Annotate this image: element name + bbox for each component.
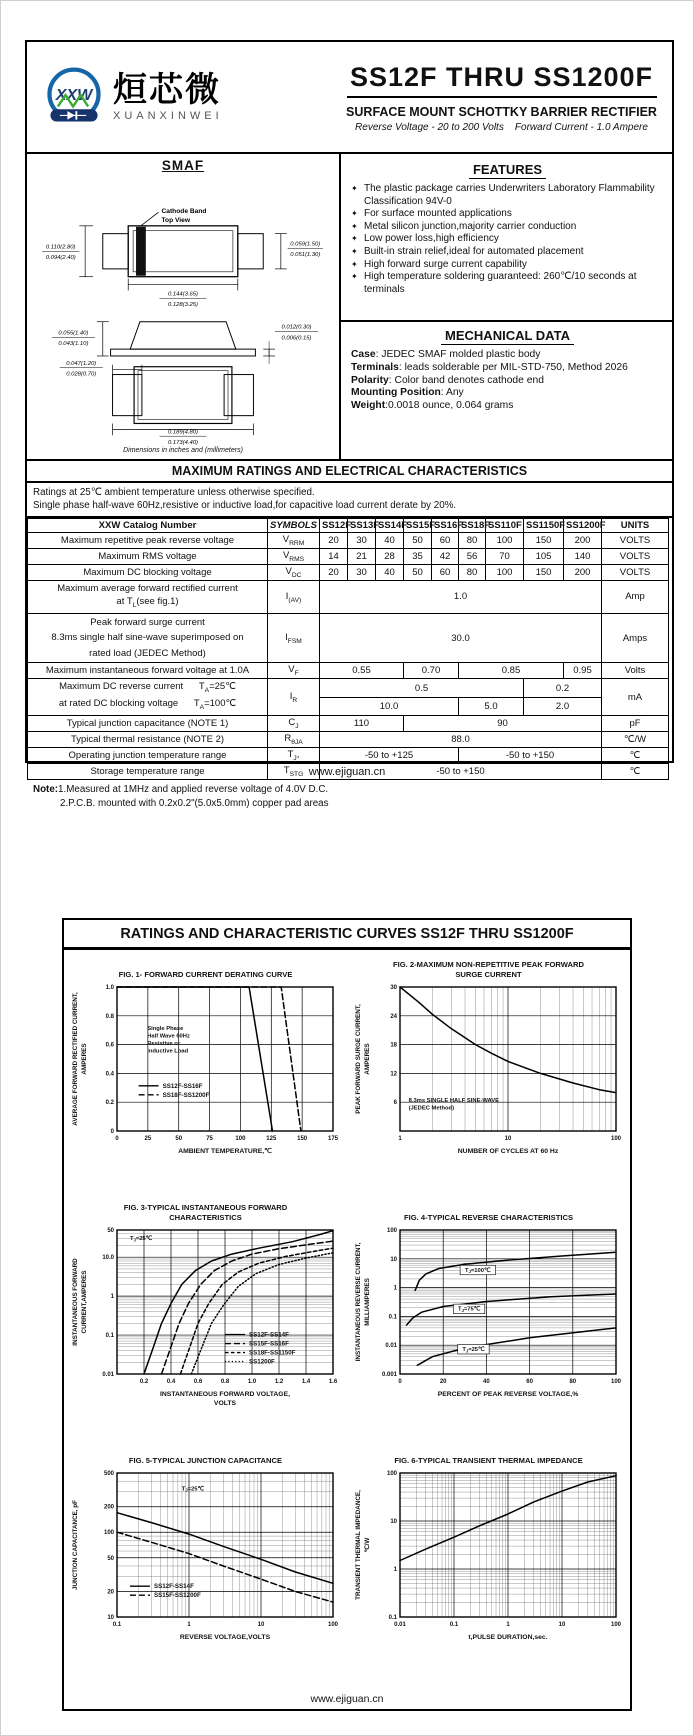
chart-canvas <box>350 1224 628 1420</box>
mechanical-row: Mounting Position: Any <box>351 387 464 399</box>
value-cell: 100 <box>486 533 524 549</box>
dim-f-bottom: 0.028(0.70) <box>66 371 97 378</box>
dim-b-bottom: 0.051(1.30) <box>290 252 321 259</box>
svg-text:24: 24 <box>389 1013 397 1020</box>
svg-text:CURRENT,AMPERES: CURRENT,AMPERES <box>80 1270 88 1334</box>
svg-text:0.6: 0.6 <box>193 1379 202 1385</box>
svg-text:1: 1 <box>393 1567 397 1573</box>
chart-canvas <box>350 981 628 1177</box>
brand-name-cn: 烜芯微 <box>113 71 221 109</box>
mechanical-row: Polarity: Color band denotes cathode end <box>351 374 544 386</box>
value-cell: 140 <box>564 549 602 565</box>
svg-text:0.1: 0.1 <box>112 1622 121 1628</box>
svg-text:0.001: 0.001 <box>381 1372 397 1378</box>
brand-name-en: XUANXINWEI <box>113 110 223 122</box>
figure-2 <box>347 958 630 1201</box>
svg-text:TJ​=25℃: $T_J=25℃$ <box>129 1236 152 1243</box>
dim-g-bottom: 0.173(4.40) <box>168 440 198 445</box>
value-cell: 21 <box>348 549 376 565</box>
value-cell: 30 <box>348 533 376 549</box>
svg-text:SS18F-SS1150F: SS18F-SS1150F <box>248 1349 295 1357</box>
svg-text:PEAK FORWARD SURGE CURRENT,: PEAK FORWARD SURGE CURRENT, <box>354 1004 362 1114</box>
figure-title: FIG. 3-TYPICAL INSTANTANEOUS FORWARD CHARACTERISTICS <box>123 1203 288 1222</box>
feature-item: ✦ The plastic package carries Underwriters Laboratory Flammability Classification 94V-0 <box>351 183 655 207</box>
svg-text:0: 0 <box>114 1136 119 1142</box>
unit-cell: ℃ <box>602 748 669 764</box>
svg-text:SS15F-SS1200F: SS15F-SS1200F <box>153 1592 201 1600</box>
svg-text:(JEDEC Method): (JEDEC Method) <box>408 1105 454 1112</box>
unit-cell: Amps <box>602 613 669 663</box>
value-cell: 30.0 <box>320 613 602 663</box>
table-row <box>28 732 669 748</box>
svg-text:SS15F-SS16F: SS15F-SS16F <box>248 1340 289 1348</box>
parameter-label: Maximum repetitive peak reverse voltage <box>28 533 268 549</box>
svg-text:100: 100 <box>386 1228 397 1234</box>
website-link: www.ejiguan.cn <box>308 766 386 778</box>
value-cell: 80 <box>459 533 486 549</box>
svg-text:0.1: 0.1 <box>449 1622 458 1628</box>
brand-names <box>113 72 223 122</box>
svg-text:1.2: 1.2 <box>274 1379 283 1385</box>
table-row <box>28 716 669 732</box>
dim-e-top: 0.012(0.30) <box>281 324 312 331</box>
package-name: SMAF <box>161 158 205 173</box>
value-cell: 50 <box>404 565 432 581</box>
svg-text:10.0: 10.0 <box>101 1255 114 1262</box>
value-cell: 40 <box>376 533 404 549</box>
parameter-label: Maximum DC reverse current $T_A=25℃$ at rated DC blocking voltage $T_A=100℃$ <box>28 679 268 716</box>
svg-text:0.1: 0.1 <box>388 1314 397 1321</box>
svg-text:MILLIAMPERES: MILLIAMPERES <box>363 1278 371 1326</box>
ratings-condition-line: Ratings at 25℃ ambient temperature unless otherwise specified. <box>33 487 315 498</box>
svg-text:10: 10 <box>558 1622 565 1628</box>
svg-text:AMBIENT TEMPERATURE,℃: AMBIENT TEMPERATURE,℃ <box>177 1148 272 1155</box>
dim-e-bottom: 0.006(0.15) <box>281 335 312 342</box>
parameter-label: Typical thermal resistance (NOTE 2) <box>28 732 268 748</box>
value-cell: 20 <box>320 533 348 549</box>
bullet-icon: ✦ <box>351 209 358 219</box>
value-cell: 0.2 <box>524 679 602 697</box>
features-list <box>351 183 664 296</box>
figure-title: FIG. 6-TYPICAL TRANSIENT THERMAL IMPEDANCE <box>394 1455 583 1465</box>
svg-text:SS12F-SS16F: SS12F-SS16F <box>162 1082 203 1090</box>
symbol-cell: $I_R$ <box>268 679 320 716</box>
svg-text:75: 75 <box>205 1136 213 1142</box>
note-line: Note:1.Measured at 1MHz and applied reverse voltage of 4.0V D.C. <box>33 784 329 796</box>
ratings-conditions <box>27 483 672 518</box>
svg-text:1: 1 <box>110 1294 114 1301</box>
svg-text:175: 175 <box>327 1136 338 1142</box>
part-number-header: SS15F <box>404 519 432 533</box>
svg-text:150: 150 <box>296 1136 307 1142</box>
svg-text:8.3ms SINGLE HALF SINE-WAVE: 8.3ms SINGLE HALF SINE-WAVE <box>408 1098 499 1105</box>
figure-title: FIG. 4-TYPICAL REVERSE CHARACTERISTICS <box>403 1212 574 1222</box>
figure-3 <box>64 1201 347 1444</box>
svg-text:10: 10 <box>106 1615 114 1621</box>
value-cell: 50 <box>404 533 432 549</box>
part-number-header: SS1200F <box>564 519 602 533</box>
value-cell: 0.85 <box>459 663 564 679</box>
svg-text:Single Phase: Single Phase <box>146 1026 183 1033</box>
parameter-label: Maximum instantaneous forward voltage at 1.0A <box>28 663 268 679</box>
svg-text:0.8: 0.8 <box>220 1379 229 1385</box>
value-cell: 20 <box>320 565 348 581</box>
value-cell: 60 <box>432 565 459 581</box>
value-cell: 40 <box>376 565 404 581</box>
value-cell: 56 <box>459 549 486 565</box>
dim-f-top: 0.047(1.20) <box>66 360 97 367</box>
series-TJ=100C <box>415 1252 616 1290</box>
svg-text:0.01: 0.01 <box>384 1343 397 1350</box>
table-header-row <box>28 519 669 533</box>
bullet-icon: ✦ <box>351 259 358 269</box>
svg-text:30: 30 <box>389 985 397 991</box>
svg-text:10: 10 <box>389 1256 397 1263</box>
feature-item: ✦ For surface mounted applications <box>351 208 512 220</box>
value-cell: 10.0 <box>320 697 459 715</box>
part-number-header: SS1150F <box>524 519 564 533</box>
svg-text:100: 100 <box>610 1379 621 1385</box>
doc-tagline: Reverse Voltage - 20 to 200 Volts Forward Current - 1.0 Ampere <box>355 121 648 133</box>
svg-text:60: 60 <box>525 1379 533 1385</box>
mid-section <box>27 154 672 461</box>
symbol-cell: $V_{DC}$ <box>268 565 320 581</box>
table-row <box>28 679 669 697</box>
svg-text:VOLTS: VOLTS <box>213 1400 236 1407</box>
page2-frame <box>62 918 632 1711</box>
value-cell: 28 <box>376 549 404 565</box>
value-cell: 0.5 <box>320 679 524 697</box>
svg-text:0.2: 0.2 <box>139 1379 148 1385</box>
svg-text:100: 100 <box>103 1530 114 1537</box>
figure-title: FIG. 5-TYPICAL JUNCTION CAPACITANCE <box>128 1455 283 1465</box>
value-cell: 200 <box>564 565 602 581</box>
svg-text:100: 100 <box>234 1136 245 1142</box>
mechanical-row: Case: JEDEC SMAF molded plastic body <box>351 349 541 360</box>
bullet-icon: ✦ <box>351 221 358 231</box>
table-row <box>28 663 669 679</box>
bullet-icon: ✦ <box>351 234 358 244</box>
table-row <box>28 549 669 565</box>
symbols-header: SYMBOLS <box>268 519 320 533</box>
dim-g-top: 0.189(4.80) <box>168 429 198 436</box>
header <box>27 42 672 154</box>
features-section <box>341 154 672 322</box>
value-cell: 110 <box>320 716 404 732</box>
dim-c-bottom: 0.128(3.25) <box>168 302 198 309</box>
value-cell: 60 <box>432 533 459 549</box>
svg-text:Resistive or: Resistive or <box>146 1041 180 1048</box>
xxw-logo-icon <box>41 64 107 130</box>
dim-d-bottom: 0.043(1.10) <box>58 341 89 348</box>
svg-text:INSTANTANEOUS FORWARD VOLTAGE,: INSTANTANEOUS FORWARD VOLTAGE, <box>159 1391 290 1398</box>
ratings-table <box>27 518 669 780</box>
mechanical-heading: MECHANICAL DATA <box>351 328 664 343</box>
svg-text:TRANSIENT THERMAL IMPEDANCE,: TRANSIENT THERMAL IMPEDANCE, <box>354 1490 362 1600</box>
part-number-header: SS13F <box>348 519 376 533</box>
dim-a-bottom: 0.094(2.40) <box>45 255 76 262</box>
figure-6 <box>347 1444 630 1687</box>
unit-cell: pF <box>602 716 669 732</box>
chart-canvas <box>67 1467 345 1663</box>
svg-text:t,PULSE DURATION,sec.: t,PULSE DURATION,sec. <box>467 1634 548 1641</box>
dim-a-top: 0.110(2.80) <box>45 244 76 251</box>
value-cell: 30 <box>348 565 376 581</box>
chart-canvas <box>67 981 345 1177</box>
svg-text:1.0: 1.0 <box>247 1379 256 1385</box>
svg-text:SS12F-SS14F: SS12F-SS14F <box>248 1331 289 1339</box>
svg-text:50: 50 <box>106 1555 114 1562</box>
dim-c-top: 0.144(3.65) <box>168 291 198 298</box>
part-number-header: SS110F <box>486 519 524 533</box>
svg-text:1: 1 <box>397 1136 402 1142</box>
value-cell: 105 <box>524 549 564 565</box>
parameter-label: Operating junction temperature range <box>28 748 268 764</box>
value-cell: 0.70 <box>404 663 459 679</box>
svg-text:100: 100 <box>610 1622 621 1628</box>
figures-grid <box>64 950 630 1687</box>
svg-text:500: 500 <box>103 1471 114 1477</box>
svg-text:0: 0 <box>397 1379 402 1385</box>
dimensions-footnote: Dimensions in inches and (millimeters) <box>123 447 243 454</box>
svg-text:12: 12 <box>389 1071 397 1078</box>
package-outline-drawing <box>31 173 335 445</box>
svg-text:TJ​=75℃: $T_J=75℃$ <box>457 1306 480 1314</box>
ratings-heading: MAXIMUM RATINGS AND ELECTRICAL CHARACTERISTICS <box>27 461 672 483</box>
svg-text:20: 20 <box>106 1589 114 1596</box>
value-cell: 2.0 <box>524 697 602 715</box>
features-heading: FEATURES <box>351 162 664 177</box>
feature-item: ✦ High temperature soldering guaranteed: 260℃/10 seconds at terminals <box>351 271 637 295</box>
svg-text:INSTANTANEOUS REVERSE CURRENT,: INSTANTANEOUS REVERSE CURRENT, <box>354 1242 362 1362</box>
svg-text:1: 1 <box>393 1285 397 1292</box>
dim-b-top: 0.059(1.50) <box>290 241 321 248</box>
svg-text:SS18F-SS1200F: SS18F-SS1200F <box>162 1091 209 1099</box>
top-view-label: Top View <box>161 216 191 224</box>
series-SS18F-SS1200F <box>117 987 301 1131</box>
value-cell: 200 <box>564 533 602 549</box>
svg-text:0.4: 0.4 <box>105 1071 114 1078</box>
value-cell: 42 <box>432 549 459 565</box>
note-line: 2.P.C.B. mounted with 0.2x0.2"(5.0x5.0mm) copper pad areas <box>60 797 329 809</box>
svg-text:25: 25 <box>144 1136 151 1142</box>
parameter-label: Typical junction capacitance (NOTE 1) <box>28 716 268 732</box>
unit-cell: VOLTS <box>602 565 669 581</box>
svg-text:100: 100 <box>327 1622 338 1628</box>
svg-text:AMPERES: AMPERES <box>363 1043 371 1075</box>
units-header: UNITS <box>602 519 669 533</box>
svg-text:0: 0 <box>110 1129 114 1135</box>
page-title: SS12F THRU SS1200F <box>349 61 654 92</box>
dim-d-top: 0.055(1.40) <box>58 330 89 337</box>
svg-text:Inductive Load: Inductive Load <box>146 1048 188 1055</box>
svg-text:0.01: 0.01 <box>101 1372 114 1378</box>
value-cell: 80 <box>459 565 486 581</box>
figure-title: FIG. 2-MAXIMUM NON-REPETITIVE PEAK FORWARD SURGE CURRENT <box>393 960 584 979</box>
figure-title: FIG. 1- FORWARD CURRENT DERATING CURVE <box>118 969 293 979</box>
value-cell: 1.0 <box>320 581 602 614</box>
symbol-cell: $V_{RRM}$ <box>268 533 320 549</box>
value-cell: -50 to +125 <box>320 748 459 764</box>
title-rule <box>347 96 657 98</box>
svg-text:50: 50 <box>106 1228 114 1234</box>
unit-cell: ℃/W <box>602 732 669 748</box>
feature-item: ✦ Built-in strain relief,ideal for automated placement <box>351 245 584 257</box>
title-block <box>341 62 672 133</box>
feature-item: ✦ Low power loss,high efficiency <box>351 233 499 245</box>
value-cell: 14 <box>320 549 348 565</box>
website-link: www.ejiguan.cn <box>310 1693 384 1705</box>
series-SS12F-SS14F <box>117 1513 333 1584</box>
part-number-header: SS12F <box>320 519 348 533</box>
svg-text:20: 20 <box>439 1379 447 1385</box>
mechanical-list <box>351 349 664 413</box>
svg-text:80: 80 <box>568 1379 576 1385</box>
curves-heading: RATINGS AND CHARACTERISTIC CURVES SS12F THRU SS1200F <box>64 920 630 950</box>
table-row <box>28 565 669 581</box>
svg-text:SS1200F: SS1200F <box>248 1358 275 1366</box>
unit-cell: mA <box>602 679 669 716</box>
table-row <box>28 748 669 764</box>
value-cell: 35 <box>404 549 432 565</box>
svg-text:50: 50 <box>174 1136 182 1142</box>
svg-text:18: 18 <box>389 1042 397 1049</box>
symbol-cell: $I_{FSM}$ <box>268 613 320 663</box>
value-cell: 0.95 <box>564 663 602 679</box>
unit-cell: VOLTS <box>602 549 669 565</box>
chart-canvas <box>67 1224 345 1420</box>
svg-text:XXW: XXW <box>55 85 93 104</box>
svg-text:INSTANTANEOUS FORWARD: INSTANTANEOUS FORWARD <box>71 1258 79 1346</box>
svg-text:℃/W: ℃/W <box>363 1537 371 1553</box>
feature-item: ✦ High forward surge current capability <box>351 258 527 270</box>
svg-text:0.2: 0.2 <box>105 1100 114 1107</box>
right-column <box>341 154 672 459</box>
svg-text:125: 125 <box>265 1136 276 1142</box>
svg-text:1.0: 1.0 <box>105 985 114 991</box>
series-TJ=75C <box>406 1294 616 1325</box>
mechanical-row: Terminals: leads solderable per MIL-STD-750, Method 2026 <box>351 361 628 373</box>
value-cell: 5.0 <box>459 697 524 715</box>
svg-text:REVERSE VOLTAGE,VOLTS: REVERSE VOLTAGE,VOLTS <box>179 1634 270 1641</box>
figure-4 <box>347 1201 630 1444</box>
svg-text:0.6: 0.6 <box>105 1042 114 1049</box>
svg-text:100: 100 <box>610 1136 621 1142</box>
unit-cell: Volts <box>602 663 669 679</box>
unit-cell: VOLTS <box>602 533 669 549</box>
svg-text:10: 10 <box>389 1519 397 1525</box>
svg-text:10: 10 <box>257 1622 264 1628</box>
symbol-cell: $V_F$ <box>268 663 320 679</box>
svg-text:0.8: 0.8 <box>105 1013 114 1020</box>
svg-text:1: 1 <box>186 1622 191 1628</box>
bullet-icon: ✦ <box>351 272 358 282</box>
mechanical-data-section <box>341 322 672 459</box>
catalog-header: XXW Catalog Number <box>28 519 268 533</box>
svg-text:SS12F-SS14F: SS12F-SS14F <box>153 1583 194 1591</box>
svg-text:AVERAGE FORWARD RECTIFIED CURR: AVERAGE FORWARD RECTIFIED CURRENT, <box>71 992 79 1126</box>
doc-subtitle: SURFACE MOUNT SCHOTTKY BARRIER RECTIFIER <box>346 104 657 119</box>
svg-text:40: 40 <box>482 1379 490 1385</box>
symbol-cell: $R_{\theta JA}$ <box>268 732 320 748</box>
svg-text:TJ​=100℃: $T_J=100℃$ <box>464 1267 490 1275</box>
symbol-cell: $T_{STG}$ <box>268 764 320 780</box>
svg-text:NUMBER OF CYCLES AT 60 Hz: NUMBER OF CYCLES AT 60 Hz <box>457 1148 558 1155</box>
svg-text:1: 1 <box>505 1622 510 1628</box>
unit-cell: ℃ <box>602 764 669 780</box>
value-cell: 70 <box>486 549 524 565</box>
svg-text:JUNCTION CAPACITANCE, pF: JUNCTION CAPACITANCE, pF <box>71 1499 79 1591</box>
symbol-cell: $C_J$ <box>268 716 320 732</box>
cathode-band-label: Cathode Band <box>161 208 207 216</box>
value-cell: 150 <box>524 533 564 549</box>
svg-text:0.1: 0.1 <box>105 1333 114 1340</box>
figure-1 <box>64 958 347 1201</box>
part-number-header: SS14F <box>376 519 404 533</box>
svg-text:10: 10 <box>504 1136 511 1142</box>
parameter-label: Maximum average forward rectified current at $T_L(see$ fig.1) <box>28 581 268 614</box>
bullet-icon: ✦ <box>351 246 358 256</box>
svg-text:200: 200 <box>103 1504 114 1511</box>
value-cell: 90 <box>404 716 602 732</box>
svg-text:PERCENT OF PEAK REVERSE VOLTAG: PERCENT OF PEAK REVERSE VOLTAGE,% <box>437 1391 578 1398</box>
mechanical-row: Weight:0.0018 ounce, 0.064 grams <box>351 400 514 412</box>
svg-text:1.6: 1.6 <box>328 1379 337 1385</box>
svg-text:0.4: 0.4 <box>166 1379 175 1385</box>
series-SS12F-SS16F <box>117 987 273 1131</box>
svg-text:100: 100 <box>386 1471 397 1477</box>
ratings-condition-line: Single phase half-wave 60Hz,resistive or inductive load,for capacitive load current derate by 20%. <box>33 500 457 511</box>
svg-text:0.01: 0.01 <box>393 1622 406 1628</box>
value-cell: 88.0 <box>320 732 602 748</box>
brand-logo <box>27 64 341 130</box>
part-number-header: SS16F <box>432 519 459 533</box>
value-cell: 0.55 <box>320 663 404 679</box>
table-notes <box>27 780 672 810</box>
figure-5 <box>64 1444 347 1687</box>
table-row <box>28 613 669 663</box>
bullet-icon: ✦ <box>351 184 358 193</box>
chart-canvas <box>350 1467 628 1663</box>
svg-text:Half Wave 60Hz: Half Wave 60Hz <box>146 1033 190 1040</box>
table-row <box>28 533 669 549</box>
value-cell: -50 to +150 <box>459 748 602 764</box>
symbol-cell: $V_{RMS}$ <box>268 549 320 565</box>
svg-text:TJ​=25℃: $T_J=25℃$ <box>461 1346 485 1354</box>
value-cell: -50 to +150 <box>320 764 602 780</box>
parameter-label: Storage temperature range <box>28 764 268 780</box>
symbol-cell: $I_{(AV)}$ <box>268 581 320 614</box>
table-row <box>28 581 669 614</box>
parameter-label: Maximum RMS voltage <box>28 549 268 565</box>
feature-item: ✦ Metal silicon junction,majority carrier conduction <box>351 220 577 232</box>
package-drawing-cell <box>27 154 341 459</box>
value-cell: 100 <box>486 565 524 581</box>
value-cell: 150 <box>524 565 564 581</box>
symbol-cell: $T_J$, <box>268 748 320 764</box>
part-number-header: SS18F <box>459 519 486 533</box>
svg-text:AMPERES: AMPERES <box>80 1043 88 1075</box>
svg-text:1.4: 1.4 <box>301 1379 310 1385</box>
svg-text:6: 6 <box>393 1100 397 1107</box>
parameter-label: Peak forward surge current 8.3ms single half sine-wave superimposed on rated load (JEDEC Method) <box>28 613 268 663</box>
svg-text:0.1: 0.1 <box>388 1615 397 1621</box>
svg-text:TJ​=25℃: $T_J=25℃$ <box>181 1486 204 1493</box>
unit-cell: Amp <box>602 581 669 614</box>
parameter-label: Maximum DC blocking voltage <box>28 565 268 581</box>
